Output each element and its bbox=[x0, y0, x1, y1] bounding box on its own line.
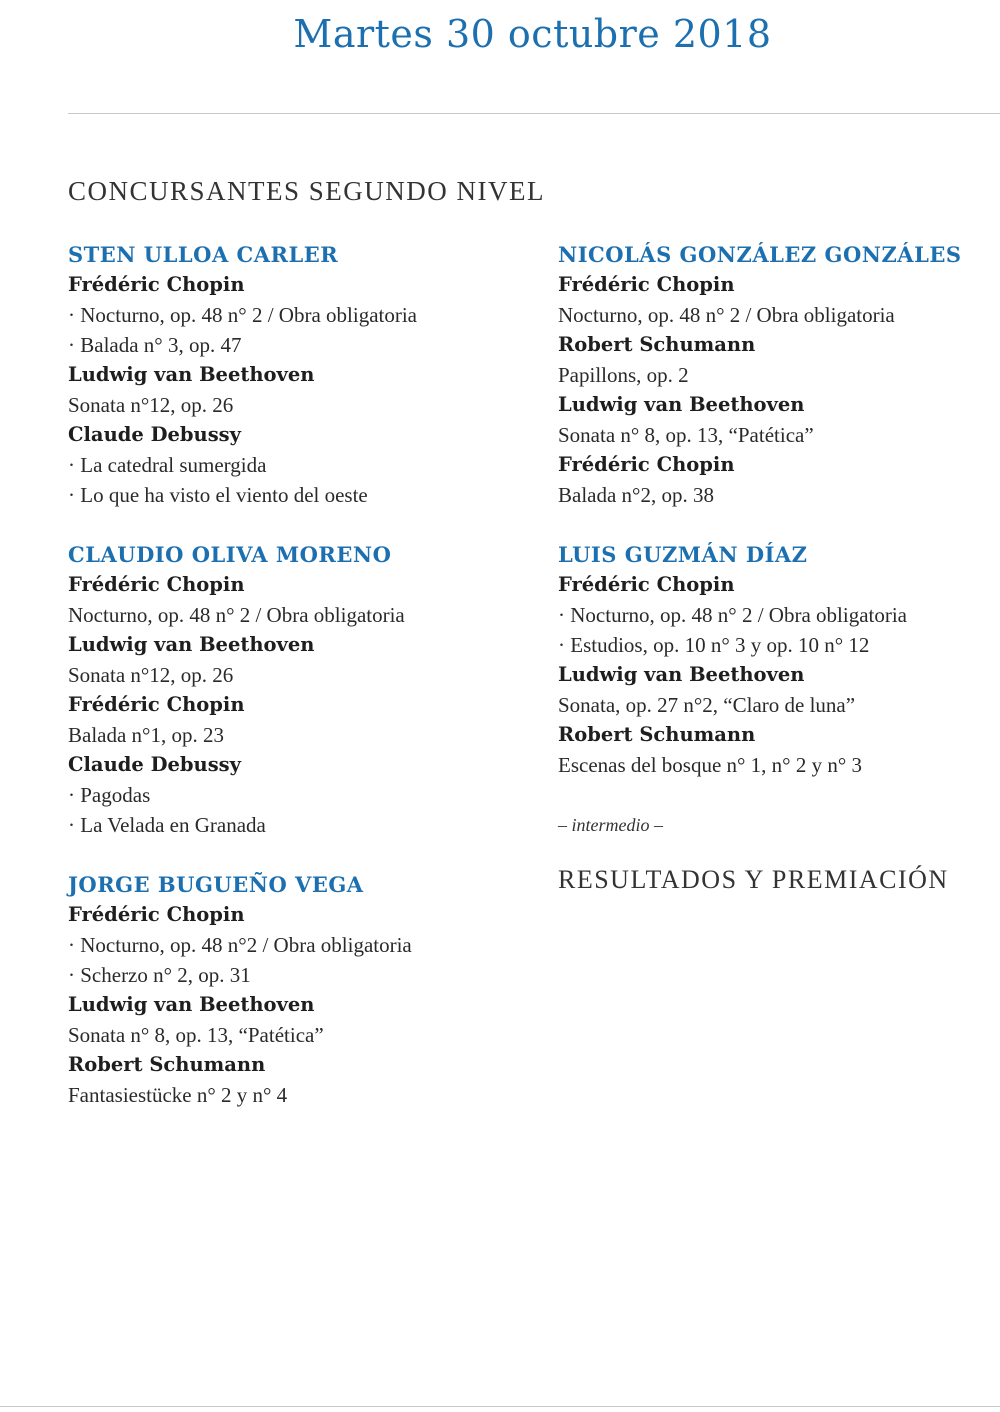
results-heading: RESULTADOS Y PREMIACIÓN bbox=[558, 865, 949, 894]
contestant-name: CLAUDIO OLIVA MORENO bbox=[68, 542, 392, 567]
work-title: Sonata n° 8, op. 13, “Patética” bbox=[558, 423, 814, 447]
work-title: Papillons, op. 2 bbox=[558, 363, 689, 387]
work-title: · Lo que ha visto el viento del oeste bbox=[68, 483, 368, 507]
page-title: Martes 30 octubre 2018 bbox=[293, 12, 772, 56]
contestant-name: NICOLÁS GONZÁLEZ GONZÁLES bbox=[558, 242, 962, 267]
composer-name: Robert Schumann bbox=[558, 723, 756, 746]
composer-name: Ludwig van Beethoven bbox=[68, 363, 315, 386]
left-column bbox=[68, 240, 538, 1140]
work-title: Escenas del bosque n° 1, n° 2 y n° 3 bbox=[558, 753, 862, 777]
work-title: · Scherzo n° 2, op. 31 bbox=[68, 963, 251, 987]
composer-name: Frédéric Chopin bbox=[68, 273, 245, 296]
work-title: · Estudios, op. 10 n° 3 y op. 10 n° 12 bbox=[558, 633, 870, 657]
composer-name: Ludwig van Beethoven bbox=[68, 633, 315, 656]
composer-name: Robert Schumann bbox=[558, 333, 756, 356]
intermission-note: – intermedio – bbox=[558, 815, 663, 835]
work-title: · Nocturno, op. 48 n° 2 / Obra obligatoria bbox=[68, 303, 417, 327]
work-title: · Balada n° 3, op. 47 bbox=[68, 333, 242, 357]
work-title: · La catedral sumergida bbox=[68, 453, 267, 477]
composer-name: Robert Schumann bbox=[68, 1053, 266, 1076]
work-title: Sonata n°12, op. 26 bbox=[68, 393, 234, 417]
bottom-divider bbox=[0, 1406, 1000, 1407]
composer-name: Ludwig van Beethoven bbox=[558, 393, 805, 416]
work-title: · Nocturno, op. 48 n°2 / Obra obligatoria bbox=[68, 933, 412, 957]
contestant-block bbox=[68, 870, 538, 1110]
work-title: Balada n°2, op. 38 bbox=[558, 483, 714, 507]
contestant-block bbox=[68, 540, 538, 840]
work-title: Sonata n° 8, op. 13, “Patética” bbox=[68, 1023, 324, 1047]
contestant-name: LUIS GUZMÁN DÍAZ bbox=[558, 542, 808, 567]
contestant-block bbox=[558, 240, 988, 510]
work-title: Balada n°1, op. 23 bbox=[68, 723, 224, 747]
work-title: Sonata, op. 27 n°2, “Claro de luna” bbox=[558, 693, 856, 717]
right-column bbox=[558, 240, 988, 895]
composer-name: Frédéric Chopin bbox=[68, 903, 245, 926]
work-title: Sonata n°12, op. 26 bbox=[68, 663, 234, 687]
work-title: Nocturno, op. 48 n° 2 / Obra obligatoria bbox=[558, 303, 895, 327]
contestant-block bbox=[558, 540, 988, 780]
composer-name: Claude Debussy bbox=[68, 753, 241, 776]
right-contestant-list bbox=[558, 240, 988, 780]
contestant-name: STEN ULLOA CARLER bbox=[68, 242, 339, 267]
section-heading: CONCURSANTES SEGUNDO NIVEL bbox=[68, 176, 546, 206]
work-title: · Pagodas bbox=[68, 783, 151, 807]
top-divider bbox=[68, 113, 1000, 114]
work-title: · La Velada en Granada bbox=[68, 813, 266, 837]
composer-name: Frédéric Chopin bbox=[68, 693, 245, 716]
composer-name: Ludwig van Beethoven bbox=[68, 993, 315, 1016]
composer-name: Frédéric Chopin bbox=[558, 573, 735, 596]
work-title: Nocturno, op. 48 n° 2 / Obra obligatoria bbox=[68, 603, 405, 627]
work-title: · Nocturno, op. 48 n° 2 / Obra obligatoria bbox=[558, 603, 907, 627]
contestant-block bbox=[68, 240, 538, 510]
composer-name: Frédéric Chopin bbox=[558, 273, 735, 296]
work-title: Fantasiestücke n° 2 y n° 4 bbox=[68, 1083, 288, 1107]
contestant-name: JORGE BUGUEÑO VEGA bbox=[68, 872, 364, 897]
composer-name: Frédéric Chopin bbox=[558, 453, 735, 476]
composer-name: Frédéric Chopin bbox=[68, 573, 245, 596]
composer-name: Claude Debussy bbox=[68, 423, 241, 446]
composer-name: Ludwig van Beethoven bbox=[558, 663, 805, 686]
